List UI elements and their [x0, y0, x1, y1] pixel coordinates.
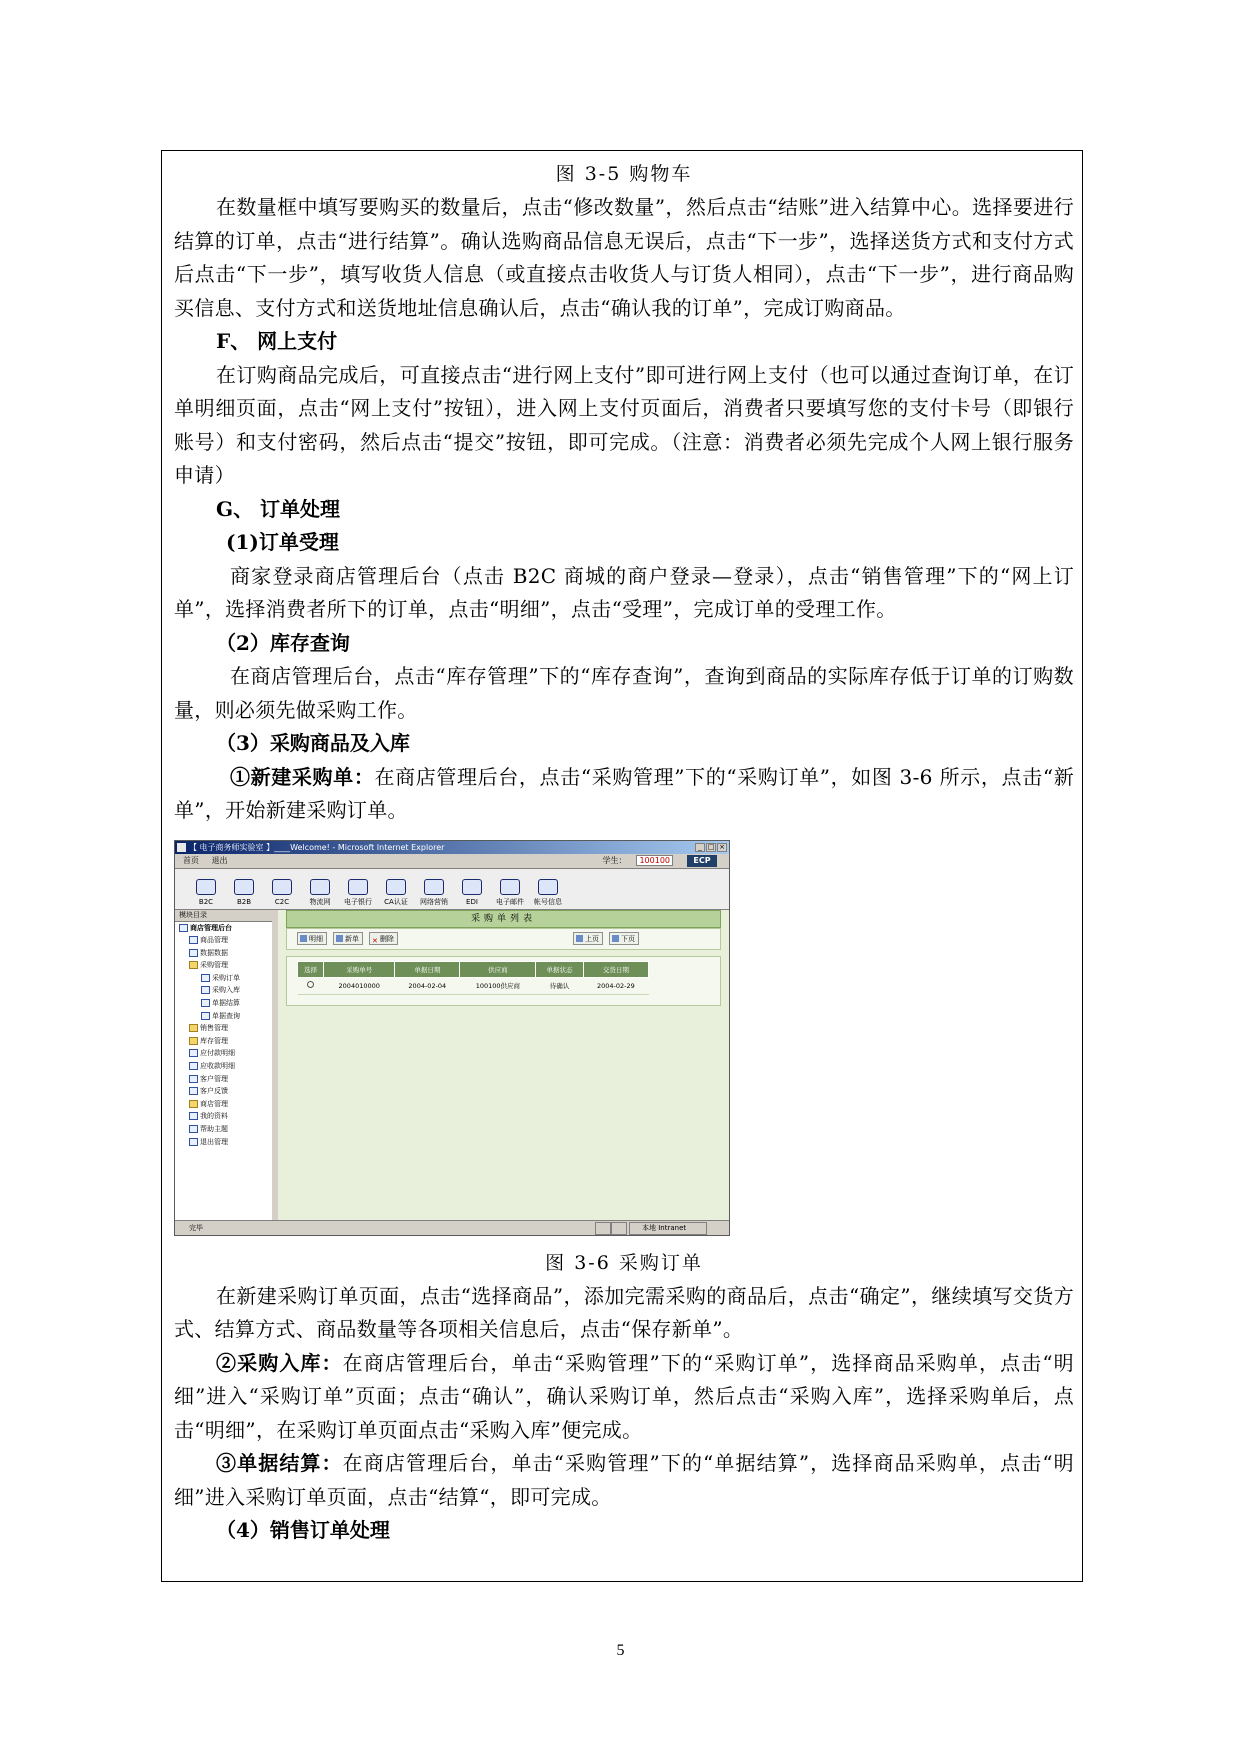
globe-icon — [179, 924, 188, 932]
button-label: 删除 — [379, 934, 394, 943]
paragraph-purchase-stock-in — [174, 1347, 1074, 1448]
next-page-icon — [612, 935, 619, 942]
tool-c2c[interactable] — [265, 879, 299, 909]
folder-icon — [189, 1100, 198, 1108]
zone-indicator: 本地 Intranet — [629, 1222, 707, 1235]
maximize-icon[interactable]: □ — [707, 842, 715, 851]
ecp-logo: ECP — [687, 855, 717, 867]
order-no-cell: 2004010000 — [324, 977, 395, 994]
paragraph-inventory-query: 在商店管理后台，点击“库存管理”下的“库存查询”，查询到商品的实际库存低于订单的订购数量，则必须先做采购工作。 — [174, 664, 1074, 722]
folder-icon — [189, 961, 198, 969]
button-label: 下页 — [621, 934, 635, 943]
browser-statusbar — [175, 1220, 729, 1235]
tree-label: 采购订单 — [212, 973, 240, 982]
tree-item[interactable] — [179, 947, 272, 960]
heading-online-payment: F、 网上支付 — [216, 329, 338, 353]
purchase-order-screenshot — [174, 840, 730, 1236]
tree-item[interactable] — [179, 1085, 272, 1098]
tree-item[interactable] — [179, 1047, 272, 1060]
detail-button[interactable] — [297, 932, 327, 945]
exit-icon — [189, 1138, 198, 1146]
tree-label: 单据查询 — [212, 1011, 240, 1020]
minimize-icon[interactable]: _ — [695, 843, 705, 852]
tool-ca[interactable] — [379, 879, 413, 909]
tool-ebank[interactable] — [341, 879, 375, 909]
tree-header: 模块目录 — [175, 910, 272, 922]
paragraph-new-order-steps: 在新建采购订单页面，点击“选择商品”，添加完需采购的商品后，点击“确定”，继续填写交货方式、结算方式、商品数量等各项相关信息后，点击“保存新单”。 — [174, 1283, 1074, 1341]
tree-label: 客户管理 — [200, 1074, 228, 1083]
tree-item[interactable] — [179, 1110, 272, 1123]
b2b-icon — [234, 879, 254, 895]
paragraph-order-acceptance: 商家登录商店管理后台（点击 B2C 商城的商户登录—登录），点击“销售管理”下的“网上订单”，选择消费者所下的订单，点击“明细”，点击“受理”，完成订单的受理工作。 — [174, 563, 1074, 621]
window-titlebar — [175, 841, 729, 854]
top-menubar — [175, 854, 729, 869]
page-number: 5 — [616, 1642, 625, 1659]
paragraph-settlement — [174, 1447, 1074, 1514]
page-icon — [201, 999, 210, 1007]
network-icon — [424, 879, 444, 895]
tree-label: 采购入库 — [212, 986, 240, 995]
detail-icon — [300, 935, 307, 942]
folder-icon — [189, 1024, 198, 1032]
document-body — [174, 157, 1074, 1548]
prev-page-button[interactable] — [573, 932, 603, 945]
c2c-icon — [272, 879, 292, 895]
tree-root[interactable] — [179, 922, 272, 935]
tool-b2b[interactable] — [227, 879, 261, 909]
bold-lead-stock-in: ②采购入库： — [216, 1350, 343, 1375]
new-order-button[interactable] — [333, 932, 363, 945]
tree-label: 销售管理 — [200, 1024, 228, 1033]
tool-label: C2C — [274, 897, 290, 906]
page-icon — [189, 1049, 198, 1057]
tree-label: 采购管理 — [200, 961, 228, 970]
bank-card-icon — [348, 879, 368, 895]
tree-item[interactable] — [179, 972, 272, 985]
page-icon — [189, 949, 198, 957]
tree-item[interactable] — [179, 1060, 272, 1073]
new-doc-icon — [336, 935, 343, 942]
tree-label: 客户反馈 — [200, 1087, 228, 1096]
module-toolbar — [175, 869, 729, 910]
tree-item[interactable] — [179, 984, 272, 997]
tree-label: 应收款明细 — [200, 1062, 235, 1071]
page-icon — [189, 1062, 198, 1070]
tool-marketing[interactable] — [417, 879, 451, 909]
page-icon — [189, 1075, 198, 1083]
col-status: 单据状态 — [536, 961, 584, 977]
page-icon — [189, 1087, 198, 1095]
doc-date-cell: 2004-02-04 — [395, 977, 460, 994]
ie-icon — [177, 843, 186, 852]
tool-label: 物流网 — [309, 897, 331, 906]
next-page-button[interactable] — [609, 932, 639, 945]
button-label: 新单 — [345, 934, 359, 943]
table-header-row — [298, 961, 649, 977]
tree-label: 商店管理 — [200, 1099, 228, 1108]
tool-label: 电子邮件 — [496, 897, 524, 906]
tool-label: CA认证 — [384, 897, 408, 906]
text-new-order: 在商店管理后台，点击“采购管理”下的“采购订单”，如图 3-6 所示，点击“新单”，开始新建采购订单。 — [174, 764, 1074, 822]
help-icon — [189, 1125, 198, 1133]
tree-item[interactable] — [179, 1010, 272, 1023]
purchase-grid-container — [286, 956, 721, 1006]
status-segment — [611, 1222, 627, 1235]
student-id: 100100 — [636, 855, 673, 866]
page-icon — [189, 1112, 198, 1120]
paragraph-new-purchase-order — [174, 761, 1074, 828]
tool-account[interactable] — [531, 879, 565, 909]
status-text: 完毕 — [189, 1223, 203, 1232]
tree-label: 单据结算 — [212, 999, 240, 1008]
page-icon — [201, 986, 210, 994]
delete-icon: ✕ — [372, 937, 378, 945]
tree-label: 退出管理 — [200, 1137, 228, 1146]
supplier-cell: 100100供应商 — [460, 977, 536, 994]
module-tree — [175, 922, 272, 1149]
menu-logout[interactable]: 退出 — [211, 855, 228, 865]
tree-item[interactable] — [179, 1123, 272, 1136]
col-select: 选择 — [298, 961, 324, 977]
bold-lead-settlement: ③单据结算： — [216, 1451, 343, 1475]
button-label: 上页 — [585, 934, 599, 943]
student-info — [602, 855, 683, 867]
tool-label: 帐号信息 — [534, 897, 562, 906]
folder-icon — [189, 1037, 198, 1045]
prev-page-icon — [576, 935, 583, 942]
text-settlement: 在商店管理后台，单击“采购管理”下的“单据结算”，选择商品采购单，点击“明细”进入采购订单页面，点击“结算“，即可完成。 — [174, 1451, 1074, 1509]
col-delivery-date: 交货日期 — [583, 961, 648, 977]
module-tree-pane — [175, 910, 273, 1220]
col-doc-date: 单据日期 — [395, 961, 460, 977]
tool-label: 电子银行 — [344, 897, 372, 906]
heading-order-processing: G、 订单处理 — [216, 496, 341, 521]
paragraph-checkout: 在数量框中填写要购买的数量后，点击“修改数量”，然后点击“结账”进入结算中心。选择要进行结算的订单，点击“进行结算”。确认选购商品信息无误后，点击“下一步”，选择送货方式和支付方式后点击“下一步”，填写收货人信息（或直接点击收货人与订货人相同），点击“下一步”，进行商品购买信息、支付方式和送货地址信息确认后，点击“确认我的订单”，完成订购商品。 — [174, 195, 1074, 320]
close-icon[interactable]: × — [717, 843, 727, 852]
tool-edi[interactable] — [455, 879, 489, 909]
menu-home[interactable]: 首页 — [183, 855, 199, 865]
edi-icon — [462, 879, 482, 895]
tree-label: 库存管理 — [200, 1036, 228, 1045]
tree-item[interactable] — [179, 1073, 272, 1086]
subheading-inventory-query: （2）库存查询 — [216, 630, 350, 655]
tree-label: 商店管理后台 — [190, 923, 232, 932]
bold-lead-new-order: ①新建采购单： — [230, 764, 375, 789]
status-segment — [595, 1222, 611, 1235]
tool-label: B2B — [236, 897, 252, 906]
tree-label: 数据数据 — [200, 948, 228, 957]
tree-item[interactable] — [179, 934, 272, 947]
tree-item[interactable] — [179, 1098, 272, 1111]
tree-item[interactable] — [179, 1022, 272, 1035]
purchase-list-pane — [278, 910, 729, 1220]
col-order-no: 采购单号 — [324, 961, 395, 977]
tree-item[interactable] — [179, 997, 272, 1010]
student-label: 学生： — [602, 855, 627, 865]
window-controls — [695, 843, 727, 852]
row-radio[interactable] — [307, 981, 314, 988]
tool-email[interactable] — [493, 879, 527, 909]
tree-item[interactable] — [179, 1136, 272, 1149]
col-supplier: 供应商 — [460, 961, 536, 977]
certificate-icon — [386, 879, 406, 895]
tree-label: 商品管理 — [200, 936, 228, 945]
page-icon — [189, 936, 198, 944]
tree-item[interactable] — [179, 1035, 272, 1048]
tool-label: 网络营销 — [420, 897, 448, 906]
text-stock-in: 在商店管理后台，单击“采购管理”下的“采购订单”，选择商品采购单，点击“明细”进入“采购订单”页面；点击“确认”，确认采购订单，然后点击“采购入库”，选择采购单后，点击“明细”，在采购订单页面点击“采购入库”便完成。 — [174, 1350, 1074, 1442]
table-row[interactable] — [298, 977, 649, 994]
tool-label: EDI — [466, 897, 478, 906]
select-cell[interactable] — [298, 977, 324, 994]
status-cell: 待确认 — [536, 977, 584, 994]
tool-label: B2C — [198, 897, 214, 906]
subheading-order-acceptance: (1)订单受理 — [226, 530, 339, 554]
tool-logistics[interactable] — [303, 879, 337, 909]
delete-button[interactable] — [369, 932, 398, 945]
purchase-list-title: 采购单列表 — [286, 910, 721, 928]
subheading-purchasing: （3）采购商品及入库 — [216, 731, 410, 755]
purchase-order-table — [297, 961, 649, 995]
paragraph-online-payment: 在订购商品完成后，可直接点击“进行网上支付”即可进行网上支付（也可以通过查询订单，在订单明细页面，点击“网上支付”按钮），进入网上支付页面后，消费者只要填写您的支付卡号（即银行账号）和支付密码，然后点击“提交”按钮，即可完成。（注意：消费者必须先完成个人网上银行服务申请） — [174, 362, 1074, 487]
mail-icon — [500, 879, 520, 895]
account-icon — [538, 879, 558, 895]
figure-caption-3-6: 图 3-6 采购订单 — [545, 1251, 703, 1274]
purchase-list-actions — [286, 928, 721, 950]
tree-label: 我的资料 — [200, 1112, 228, 1121]
page-icon — [201, 1012, 210, 1020]
tool-b2c[interactable] — [189, 879, 223, 909]
figure-caption-3-5: 图 3-5 购物车 — [555, 163, 693, 185]
window-title: 【 电子商务师实验室 】____Welcome! - Microsoft Internet Explorer — [189, 842, 445, 852]
tree-label: 应付款明细 — [200, 1049, 235, 1058]
page-icon — [201, 974, 210, 982]
tree-label: 帮助主题 — [200, 1125, 228, 1133]
delivery-date-cell: 2004-02-29 — [583, 977, 648, 994]
document-frame — [161, 150, 1083, 1582]
truck-icon — [310, 879, 330, 895]
tree-item[interactable] — [179, 959, 272, 972]
button-label: 明细 — [309, 934, 323, 943]
b2c-icon — [196, 879, 216, 895]
subheading-sales-orders: （4）销售订单处理 — [216, 1518, 390, 1542]
